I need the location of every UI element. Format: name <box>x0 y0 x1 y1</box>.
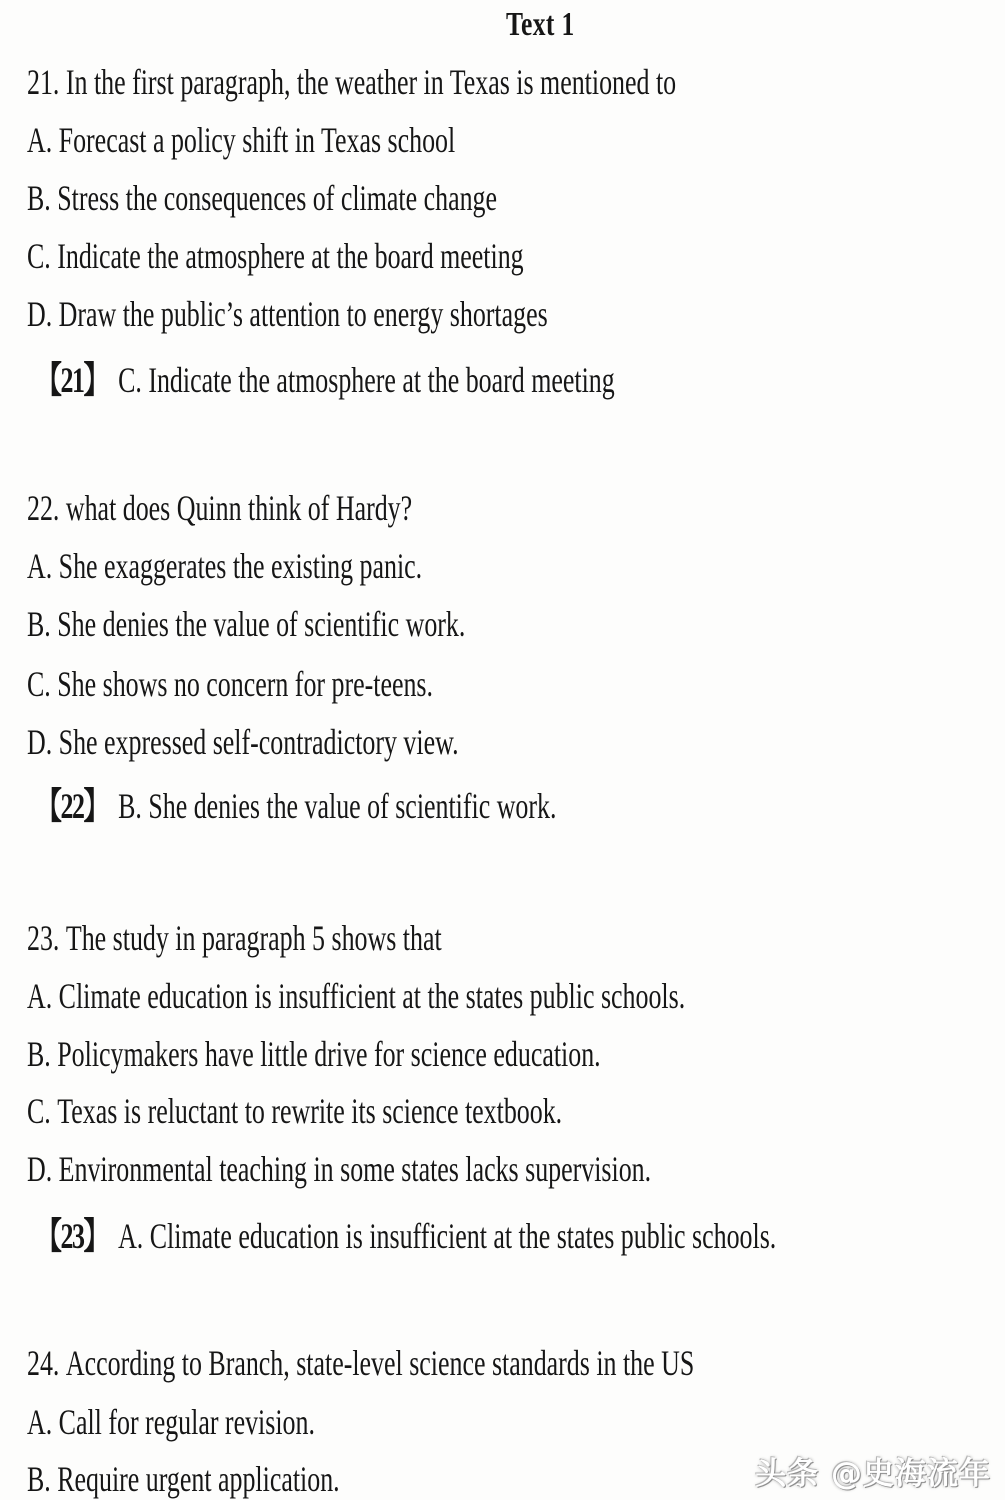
option-text: Call for regular revision. <box>58 1402 315 1442</box>
question-text: In the first paragraph, the weather in Texas is mentioned to <box>65 62 677 102</box>
option-label: C. <box>27 1091 51 1131</box>
option-text: Texas is reluctant to rewrite its science textbook. <box>57 1091 563 1131</box>
question-24-option-a <box>27 1404 315 1442</box>
question-text: According to Branch, state-level science standards in the US <box>65 1343 695 1383</box>
option-label: A. <box>27 546 53 586</box>
option-text: Require urgent application. <box>57 1459 340 1499</box>
option-label: A. <box>27 976 53 1016</box>
option-label: A. <box>27 1402 53 1442</box>
option-text: Forecast a policy shift in Texas school <box>58 120 456 160</box>
question-21-option-c <box>27 238 524 276</box>
option-text: She exaggerates the existing panic. <box>58 546 423 586</box>
answer-21 <box>36 362 615 400</box>
option-label: D. <box>27 1149 53 1189</box>
option-label: B. <box>27 1459 51 1499</box>
question-22-option-a <box>27 548 422 586</box>
option-label: B. <box>27 604 51 644</box>
answer-number-bracket: 【22】 <box>36 786 109 826</box>
question-22-option-b <box>27 606 465 644</box>
answer-23 <box>36 1218 776 1256</box>
option-text: She shows no concern for pre-teens. <box>57 664 433 704</box>
page-title: Text 1 <box>506 6 575 43</box>
option-label: C. <box>27 236 51 276</box>
question-number: 21. <box>27 62 60 102</box>
question-23-option-c <box>27 1093 562 1131</box>
question-22-option-c <box>27 666 433 704</box>
question-number: 24. <box>27 1343 60 1383</box>
answer-22 <box>36 788 556 826</box>
answer-text: C. Indicate the atmosphere at the board meeting <box>118 360 615 400</box>
question-23-option-b <box>27 1036 601 1074</box>
option-label: D. <box>27 294 53 334</box>
answer-number-bracket: 【21】 <box>36 360 109 400</box>
question-21-option-a <box>27 122 455 160</box>
option-text: Stress the consequences of climate change <box>57 178 498 218</box>
question-21-option-b <box>27 180 497 218</box>
answer-number-bracket: 【23】 <box>36 1216 109 1256</box>
option-text: Environmental teaching in some states lacks supervision. <box>58 1149 652 1189</box>
question-23-option-d <box>27 1151 651 1189</box>
option-label: C. <box>27 664 51 704</box>
option-label: A. <box>27 120 53 160</box>
option-text: She denies the value of scientific work. <box>57 604 466 644</box>
option-label: D. <box>27 722 53 762</box>
question-23-option-a <box>27 978 685 1016</box>
option-text: Policymakers have little drive for science education. <box>57 1034 601 1074</box>
question-22-stem <box>27 490 412 528</box>
option-label: B. <box>27 1034 51 1074</box>
option-text: Indicate the atmosphere at the board meeting <box>57 236 524 276</box>
question-number: 23. <box>27 918 60 958</box>
question-text: what does Quinn think of Hardy? <box>65 488 413 528</box>
question-text: The study in paragraph 5 shows that <box>65 918 442 958</box>
question-21-option-d <box>27 296 548 334</box>
question-24-option-b <box>27 1461 340 1499</box>
answer-text: B. She denies the value of scientific work. <box>118 786 557 826</box>
toutiao-watermark: 头条 @史海流年 <box>755 1456 991 1492</box>
question-number: 22. <box>27 488 60 528</box>
option-text: Climate education is insufficient at the states public schools. <box>58 976 686 1016</box>
option-text: Draw the public’s attention to energy shortages <box>58 294 548 334</box>
question-24-stem <box>27 1345 694 1383</box>
question-22-option-d <box>27 724 459 762</box>
question-21-stem <box>27 64 676 102</box>
option-label: B. <box>27 178 51 218</box>
answer-text: A. Climate education is insufficient at the states public schools. <box>118 1216 777 1256</box>
question-23-stem <box>27 920 442 958</box>
option-text: She expressed self-contradictory view. <box>58 722 459 762</box>
